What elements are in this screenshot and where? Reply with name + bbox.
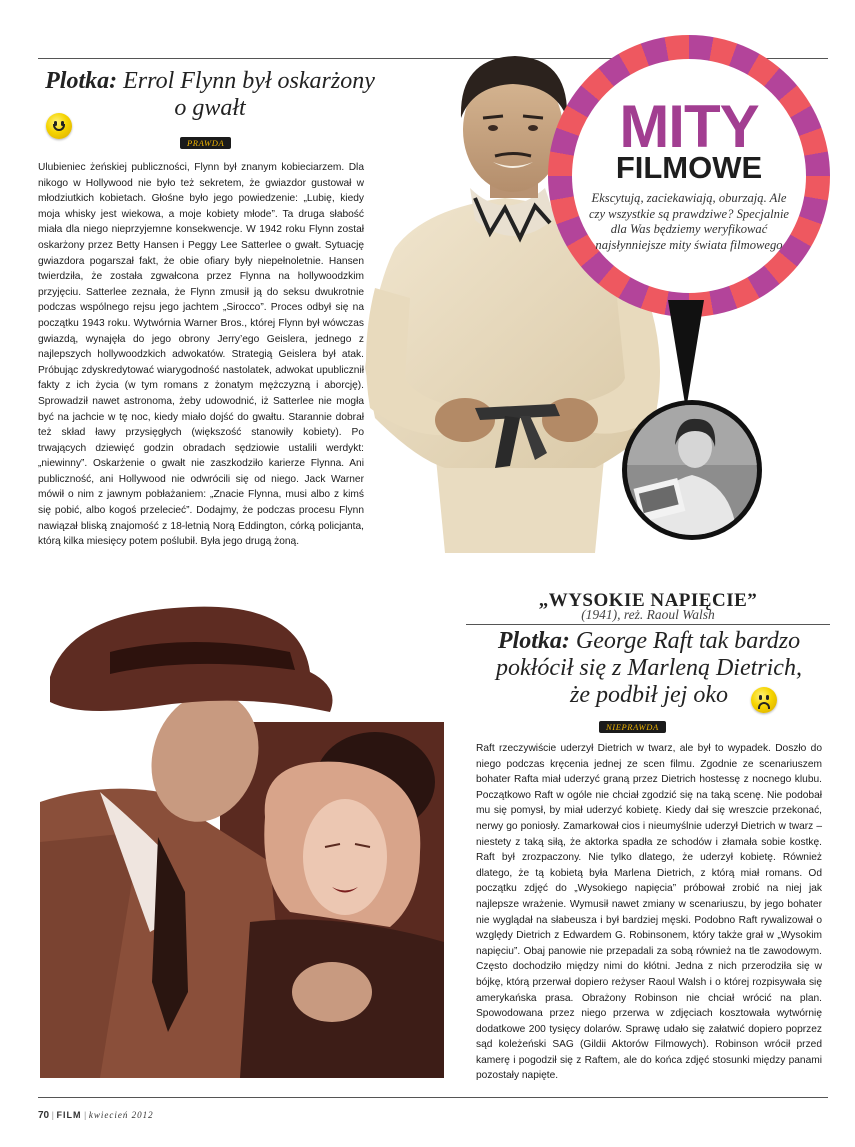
nora-eddington-photo (627, 405, 757, 535)
article1-prefix: Plotka: (45, 68, 118, 94)
badge-title-line2: FILMOWE (615, 150, 763, 185)
inset-photo-frame (622, 400, 762, 540)
section-rule (466, 624, 830, 625)
article2-title: George Raft tak bardzo pokłócił się z Marleną Dietrich, że podbił jej oko (496, 628, 802, 708)
page-number: 70 (38, 1110, 50, 1121)
magazine-name: FILM (56, 1110, 82, 1120)
issue-date: kwiecień 2012 (88, 1110, 154, 1120)
article2-verdict-badge: NIEPRAWDA (599, 721, 666, 733)
film-meta: (1941), reż. Raoul Walsh (581, 607, 715, 622)
footer-separator: | (51, 1110, 54, 1120)
article2-body: Raft rzeczywiście uderzył Dietrich w twarz, ale był to wypadek. Doszło do niego podczas kręcenia jednej ze scen filmu. Zgodnie ze scenariuszem bohater Rafta miał uderzyć graną przez Dietrich hostessę z nocnego klubu. Początkowo Raft w ogóle nie chciał zgodzić się na taką scenę. Nie podobał mu się pomysł, by miał uderzyć kobietę. Kiedy dał się wreszcie przekonać, nerwy go poniosły. Zamarkował cios i nieumyślnie uderzył Dietrich w twarz – niestety z taką siłą, że aktorka spadła ze schodów i złamała sobie kostkę. Raft był zrozpaczony. Nie tylko dlatego, że uderzył kobietę. Również dlatego, że tą kobietą była Marlena Dietrich, z którą miał romans. Od początku zdjęć do „Wysokiego napięcia” próbował zrobić na niej jak najlepsze wrażenie. Wymusił nawet zmiany w scenariuszu, by jego bohater nie wyglądał na słabeusza i był bardziej męski. Podobno Raft rywalizował o względy Dietrich z Edwardem G. Robinsonem, który także grał w „Wysokim napięciu”. Obaj panowie nie przepadali za sobą również na tle zawodowym. Często dochodziło między nimi do kłótni. Jedna z nich przerodziła się w bójkę, którą przerwał dopiero reżyser Raoul Walsh i o której rozpisywała się amerykańska prasa. Obrażony Robinson nie chciał wrócić na plan. Spowodowana przez niego przerwa w zdjęciach kosztowała wytwórnię dodatkowe 200 tysięcy dolarów. Sprawę udało się załatwić dopiero poprzez sąd koleżeński SAG (Gildii Aktorów Filmowych). Robinson wrócił przed kamerę i pogodził się z Raftem, ale do końca zdjęć stosunki między panami pozostały napięte. (476, 743, 822, 1082)
article1-body: Ulubieniec żeńskiej publiczności, Flynn był znanym kobieciarzem. Dla nikogo w Hollywood nie było też sekretem, że gwiazdor gustował w młodziutkich kobietach. Głośne było jego powiedzenie: „Lubię, kiedy moja whisky jest wiekowa, a moje kobiety młode”. Ta druga słabość miała dla niego nieprzyjemne konsekwencje. W 1942 roku Flynn został oskarżony przez Betty Hansen i Peggy Lee Satterlee o gwałt. Sytuację gwiazdora pogarszał fakt, że obie ofiary były niepełnoletnie. Hansen twierdziła, że została zgwałcona przez Flynna na hollywoodzkim przyjęciu. Satterlee zeznała, że Flynn zmusił ją do seksu dwukrotnie podczas wspólnego rejsu jego jachtem „Sirocco”. Proces odbył się na początku 1943 roku. Wytwórnia Warner Bros., której Flynn był wówczas gwiazdą, wynajęła do jego obrony Jerry’ego Geislera, jednego z najlepszych hollywoodzkich adwokatów. Strategią Geislera był atak. Próbując zdyskredytować wiarygodność nastolatek, adwokat upublicznił fakty z ich życia (w tym romans z żonatym mężczyzną i aborcję). Sprowadził nawet astronoma, żeby udowodnić, iż Satterlee nie mogła być na jachcie w tę noc, kiedy miało dojść do gwałtu. Starannie dobrał też skład ławy przysięgłych (większość stanowiły kobiety). Po trwających dziewięć godzin obradach sędziowie ustalili werdykt: „niewinny”. Oskarżenie o gwałt nie zaszkodziło karierze Flynna. Ani publiczność, ani Hollywood nie odwrócili się od niego. Jack Warner mówił o nim z jawnym pobłażaniem: „Znacie Flynna, musi albo z kimś się pobić, albo kogoś przelecieć”. Dodajmy, że podczas procesu Flynn nawiązał bliską znajomość z 18-letnią Norą Eddington, córką policjanta, którą kilka miesięcy potem poślubił. Była jego drugą żoną. (38, 162, 364, 548)
happy-smiley-icon (46, 113, 72, 139)
article1-title: Errol Flynn był oskarżony o gwałt (123, 68, 375, 121)
raft-dietrich-photo (40, 582, 444, 1078)
page-footer (38, 1110, 154, 1121)
film-title: „WYSOKIE NAPIĘCIE” (538, 590, 758, 611)
article1-verdict-badge: PRAWDA (180, 137, 231, 149)
badge-title-line1: MITY (619, 93, 759, 160)
article1-headline (40, 68, 380, 122)
footer-separator-2: | (84, 1110, 87, 1120)
article2-prefix: Plotka: (497, 628, 570, 654)
sad-smiley-icon (751, 687, 777, 713)
bottom-rule (38, 1097, 828, 1098)
mity-filmowe-badge (548, 35, 830, 317)
badge-pointer (668, 300, 704, 410)
badge-description: Ekscytują, zaciekawiają, oburzają. Ale czy wszystkie są prawdziwe? Specjalnie dla Was będziemy weryfikować najsłynniejsze mity świata filmowego (588, 191, 790, 252)
